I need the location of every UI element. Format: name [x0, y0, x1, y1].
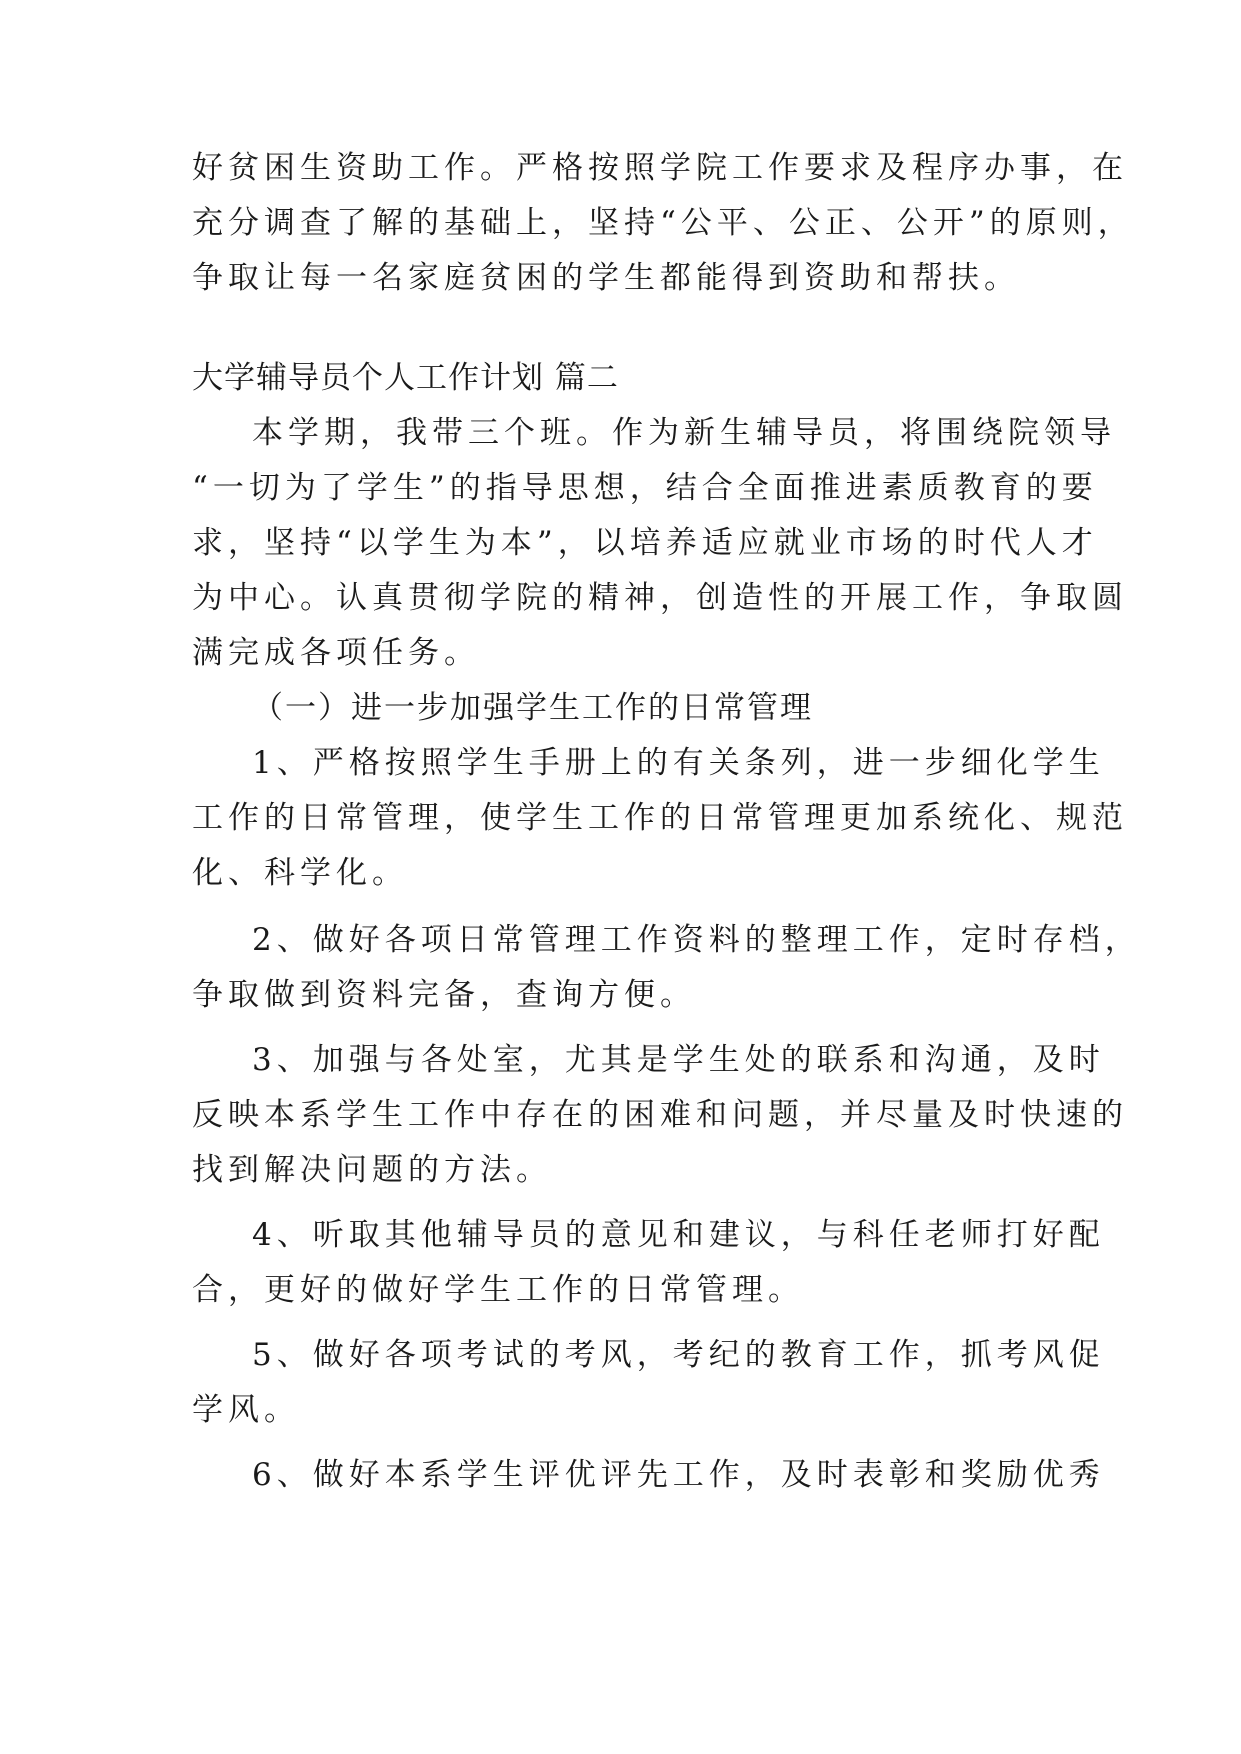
intro-line-2: 充分调查了解的基础上，坚持“公平、公正、公开”的原则， — [192, 205, 1134, 241]
paragraph1-line-5: 满完成各项任务。 — [192, 635, 480, 671]
item6-line-1: 6、做好本系学生评优评先工作，及时表彰和奖励优秀 — [252, 1457, 1105, 1493]
item5-line-2: 学风。 — [192, 1392, 300, 1428]
item4-line-1: 4、听取其他辅导员的意见和建议，与科任老师打好配 — [252, 1217, 1105, 1253]
item3-line-2: 反映本系学生工作中存在的困难和问题，并尽量及时快速的 — [192, 1097, 1128, 1133]
item1-line-2: 工作的日常管理，使学生工作的日常管理更加系统化、规范 — [192, 800, 1128, 836]
item2-line-2: 争取做到资料完备，查询方便。 — [192, 977, 696, 1013]
subheading: （一）进一步加强学生工作的日常管理 — [252, 690, 813, 726]
section-title: 大学辅导员个人工作计划 篇二 — [192, 360, 619, 396]
item3-line-1: 3、加强与各处室，尤其是学生处的联系和沟通，及时 — [252, 1042, 1105, 1078]
item1-line-3: 化、科学化。 — [192, 855, 408, 891]
item2-line-1: 2、做好各项日常管理工作资料的整理工作，定时存档， — [252, 922, 1141, 958]
item1-line-1: 1、严格按照学生手册上的有关条列，进一步细化学生 — [252, 745, 1105, 781]
item5-line-1: 5、做好各项考试的考风，考纪的教育工作，抓考风促 — [252, 1337, 1105, 1373]
intro-line-1: 好贫困生资助工作。严格按照学院工作要求及程序办事，在 — [192, 150, 1128, 186]
item3-line-3: 找到解决问题的方法。 — [192, 1152, 552, 1188]
intro-line-3: 争取让每一名家庭贫困的学生都能得到资助和帮扶。 — [192, 260, 1020, 296]
paragraph1-line-4: 为中心。认真贯彻学院的精神，创造性的开展工作，争取圆 — [192, 580, 1128, 616]
item4-line-2: 合，更好的做好学生工作的日常管理。 — [192, 1272, 804, 1308]
paragraph1-line-3: 求，坚持“以学生为本”，以培养适应就业市场的时代人才 — [192, 525, 1098, 561]
paragraph1-line-1: 本学期，我带三个班。作为新生辅导员，将围绕院领导 — [252, 415, 1116, 451]
paragraph1-line-2: “一切为了学生”的指导思想，结合全面推进素质教育的要 — [192, 470, 1098, 506]
